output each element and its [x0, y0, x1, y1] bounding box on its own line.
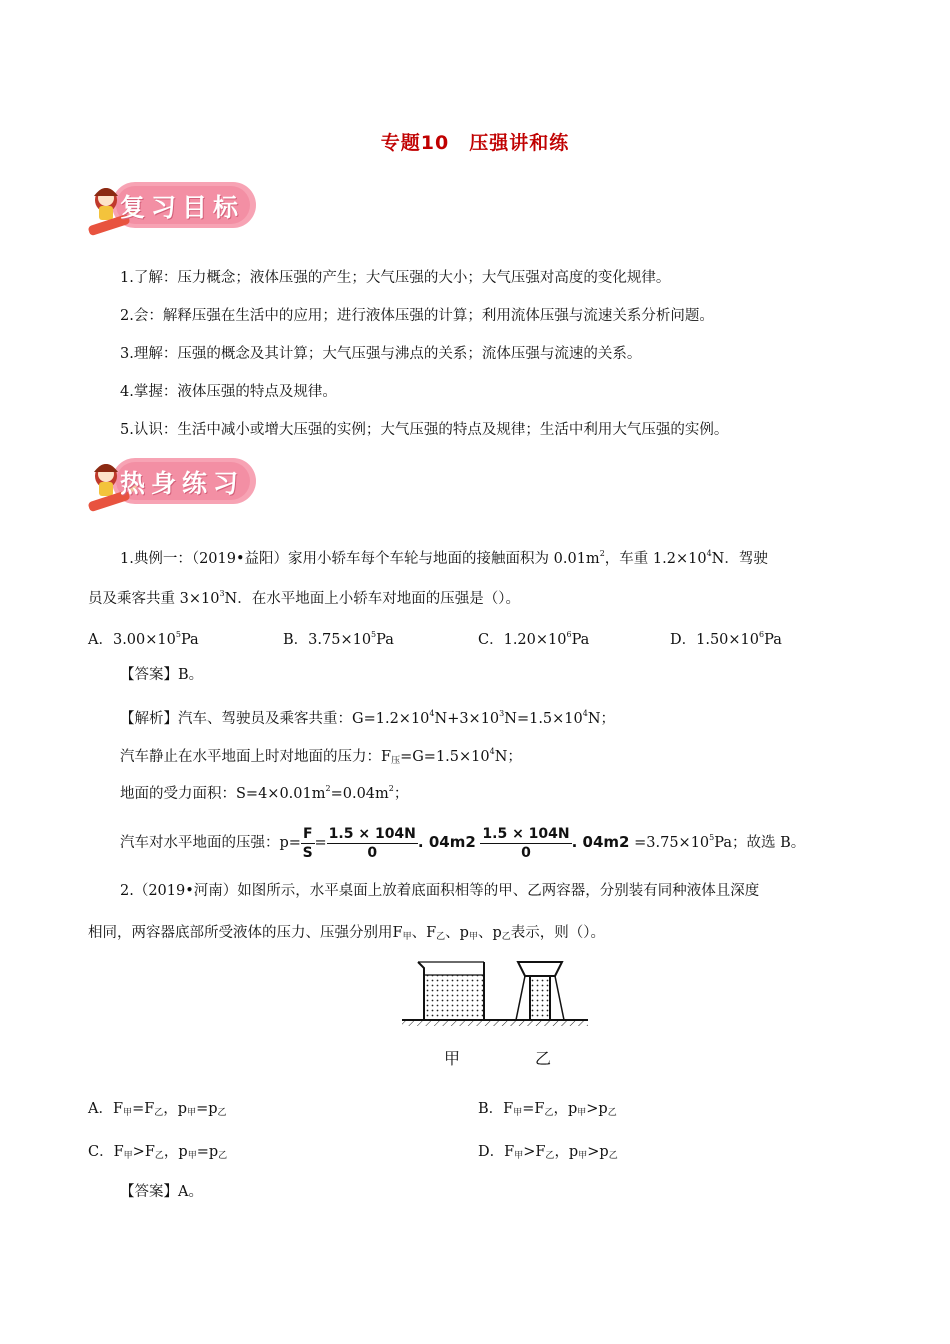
- q1-analysis-3: 地面的受力面积：$S=4\times 0.01m^2=0.04m^2$；: [120, 784, 409, 802]
- section-banner-review-goals: [84, 176, 259, 238]
- section-banner-warmup: [84, 452, 259, 514]
- q2-option-c: C．$F_甲>F_乙$，$p_甲=p_乙$: [88, 1144, 228, 1161]
- fraction-numeric-1: $\frac{1.5 \times 104N}{0}$: [328, 825, 416, 861]
- objective-5: 5.认识：生活中减小或增大压强的实例；大气压强的特点及规律；生活中利用大气压强的实例。: [120, 422, 729, 438]
- q2-option-d: D．$F_甲>F_乙$，$p_甲>p_乙$: [478, 1144, 618, 1161]
- q1-option-c: C．$1.20\times 10^6Pa$: [478, 630, 590, 648]
- q1-option-b: B．$3.75\times 10^5Pa$: [283, 630, 394, 648]
- q1-option-d: D．$1.50\times 10^6Pa$: [670, 630, 782, 648]
- q1-line-2: 员及乘客共重 $3\times 10^3N$．在水平地面上小轿车对地面的压强是（）。: [88, 589, 520, 607]
- q1-answer: 【答案】B。: [120, 667, 204, 683]
- q1-analysis-formula: 汽车对水平地面的压强：p= $\frac{F}{S}$ = $\frac{1.5 \times 104N}{0}$ . 04m2 $\frac{1.5 \times 104N}{0}$ . $04m2 =3.75\times 10^5Pa$；故选 B。: [120, 825, 806, 861]
- objective-4: 4.掌握：液体压强的特点及规律。: [120, 384, 337, 400]
- section-label: 热身练习: [120, 469, 245, 498]
- q2-line-2: 相同，两容器底部所受液体的压力、压强分别用$F_甲$、$F_乙$、$p_甲$、$p_乙$表示，则（）。: [88, 925, 606, 942]
- q2-option-b: B．$F_甲=F_乙$，$p_甲>p_乙$: [478, 1101, 617, 1118]
- q2-line-1: 2.（2019•河南）如图所示，水平桌面上放着底面积相等的甲、乙两容器，分别装有同种液体且深度: [120, 883, 760, 899]
- q1-analysis-2: 汽车静止在水平地面上时对地面的压力：$F_压=G=1.5\times 10^4N$；: [120, 747, 522, 766]
- q2-option-a: A．$F_甲=F_乙$，$p_甲=p_乙$: [88, 1101, 227, 1118]
- section-label: 复习目标: [120, 193, 245, 222]
- objective-3: 3.理解：压强的概念及其计算；大气压强与沸点的关系；流体压强与流速的关系。: [120, 346, 642, 362]
- label-jia: 甲: [444, 1049, 461, 1068]
- fraction-numeric-2: $\frac{1.5 \times 104N}{0}$: [482, 825, 570, 861]
- objective-1: 1.了解：压力概念；液体压强的产生；大气压强的大小；大气压强对高度的变化规律。: [120, 270, 671, 286]
- q2-answer: 【答案】A。: [120, 1184, 203, 1200]
- q1-analysis-1: 【解析】汽车、驾驶员及乘客共重：$G=1.2\times 10^4N+3\times 10^3N=1.5\times 10^4N$；: [120, 709, 616, 727]
- label-yi: 乙: [535, 1049, 552, 1068]
- q1-option-a: A．$3.00\times 10^5Pa$: [88, 630, 199, 648]
- q1-line-1: 1.典例一：（2019•益阳）家用小轿车每个车轮与地面的接触面积为 $0.01m^2$，车重 $1.2\times 10^4N$．驾驶: [120, 549, 768, 567]
- page-title: 专题10 压强讲和练: [380, 132, 570, 154]
- containers-diagram: [400, 958, 590, 1038]
- fraction-f-over-s: $\frac{F}{S}$: [302, 825, 313, 861]
- containers-figure: [400, 958, 590, 1068]
- objective-2: 2.会：解释压强在生活中的应用；进行液体压强的计算；利用流体压强与流速关系分析问题。: [120, 308, 714, 324]
